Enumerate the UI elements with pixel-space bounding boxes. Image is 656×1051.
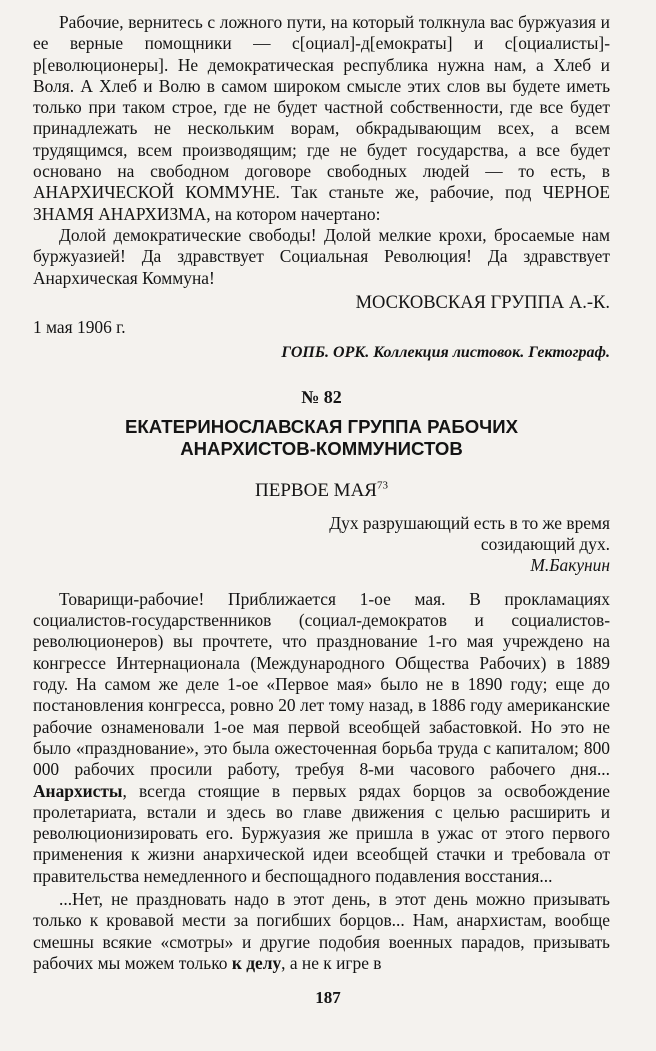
signature: МОСКОВСКАЯ ГРУППА А.-К. [355,292,610,313]
leaflet-date: 1 мая 1906 г. [33,316,126,337]
archive-source: ГОПБ. ОРК. Коллекция листовок. Гектограф. [281,343,610,361]
intro-p1-text: Рабочие, вернитесь с ложного пути, на который толкнула вас буржуазия и ее верные помощники — с[оциал]-д[емократы] и с[оциалисты]-р[еволюционеры]. Не демократическая республика нужна нам, а Хлеб и Воля. А Хлеб и Волю в самом широком смысле этих слов вы будете иметь только при таком строе, где не будет частной собственности, где все будет принадлежать не нескольким ворам, обкрадывающим всех, а всем трудящимся, всем производящим; где не будет государства, а все будет основано на свободном договоре свободных людей — то есть, в [33,12,610,182]
subtitle-text: ПЕРВОЕ МАЯ [255,479,377,501]
intro-paragraph-2: Долой демократические свободы! Долой мелкие крохи, бросаемые нам буржуазией! Да здравствует Социальная Революция! Да здравствует Анархическая Коммуна! [33,224,610,288]
document-heading-line-1: ЕКАТЕРИНОСЛАВСКАЯ ГРУППА РАБОЧИХ [124,415,518,437]
intro-p1-mid-text: . Так станьте же, рабочие, под [275,182,543,203]
main-p1-start: Товарищи-рабочие! Приближается 1-ое мая. В прокламациях социалистов-государственников (социал-демократов и социалистов-революционеров) вы прочтете, что празднование 1-го мая учреждено на конгрессе Интернационала (Международного Общества Рабочих) в 1889 году. На самом же деле 1-ое «Первое мая» было не в 1890 году; еще до постановления конгресса, ровно 20 лет тому назад, в 1886 году американские рабочие ознаменовали 1-ое мая первой всеобщей забастовкой. Но это не было «празднование», это была ожесточенная борьба труда с капиталом; 800 000 рабочих просили работу, требуя 8-ми часового рабочего дня... [33,588,610,780]
main-paragraph-1 [33,589,610,887]
main-p2-start: ...Нет, не праздновать надо в этот день, в этот день можно призывать только к кровавой мести за погибших борцов... Нам, анархистам, вообще смешны всякие «смотры» и другие подобия военных парадов, призывать рабочих мы можем только [33,889,610,973]
epigraph [33,513,610,576]
epigraph-author: М.Бакунин [530,554,610,575]
main-p1-end: , всегда стоящие в первых рядах борцов за освобождение пролетариата, встали и здесь во главе движения с целью расширить и революционизировать его. Буржуазия же пришла в ужас от этого первого применения к жизни анархической идеи всеобщей стачки и требовала от правительства немедленного и беспощадного подавления восстания... [33,780,610,886]
main-text [33,589,610,974]
main-p1-bold-anarchists: Анархисты [33,780,123,801]
document-subtitle [33,480,610,502]
main-p2-end: , а не к игре в [281,952,382,973]
document-number: № 82 [301,386,342,407]
intro-p1-end-text: , на котором начертано: [206,203,381,224]
main-p2-bold-to-action: к делу [231,952,282,973]
footnote-ref: 73 [376,479,388,492]
main-paragraph-2 [33,889,610,974]
epigraph-line-2: созидающий дух. [480,533,610,554]
intro-paragraph-1 [33,12,610,225]
intro-p1-caps-black-banner: ЧЕРНОЕ ЗНАМЯ АНАРХИЗМА [33,182,610,224]
epigraph-line-1: Дух разрушающий есть в то же время [329,512,610,533]
intro-p1-caps-anarchist-commune: АНАРХИЧЕСКОЙ КОММУНЕ [33,182,276,203]
page-number: 187 [315,988,341,1007]
document-heading-line-2: АНАРХИСТОВ-КОММУНИСТОВ [180,437,463,459]
